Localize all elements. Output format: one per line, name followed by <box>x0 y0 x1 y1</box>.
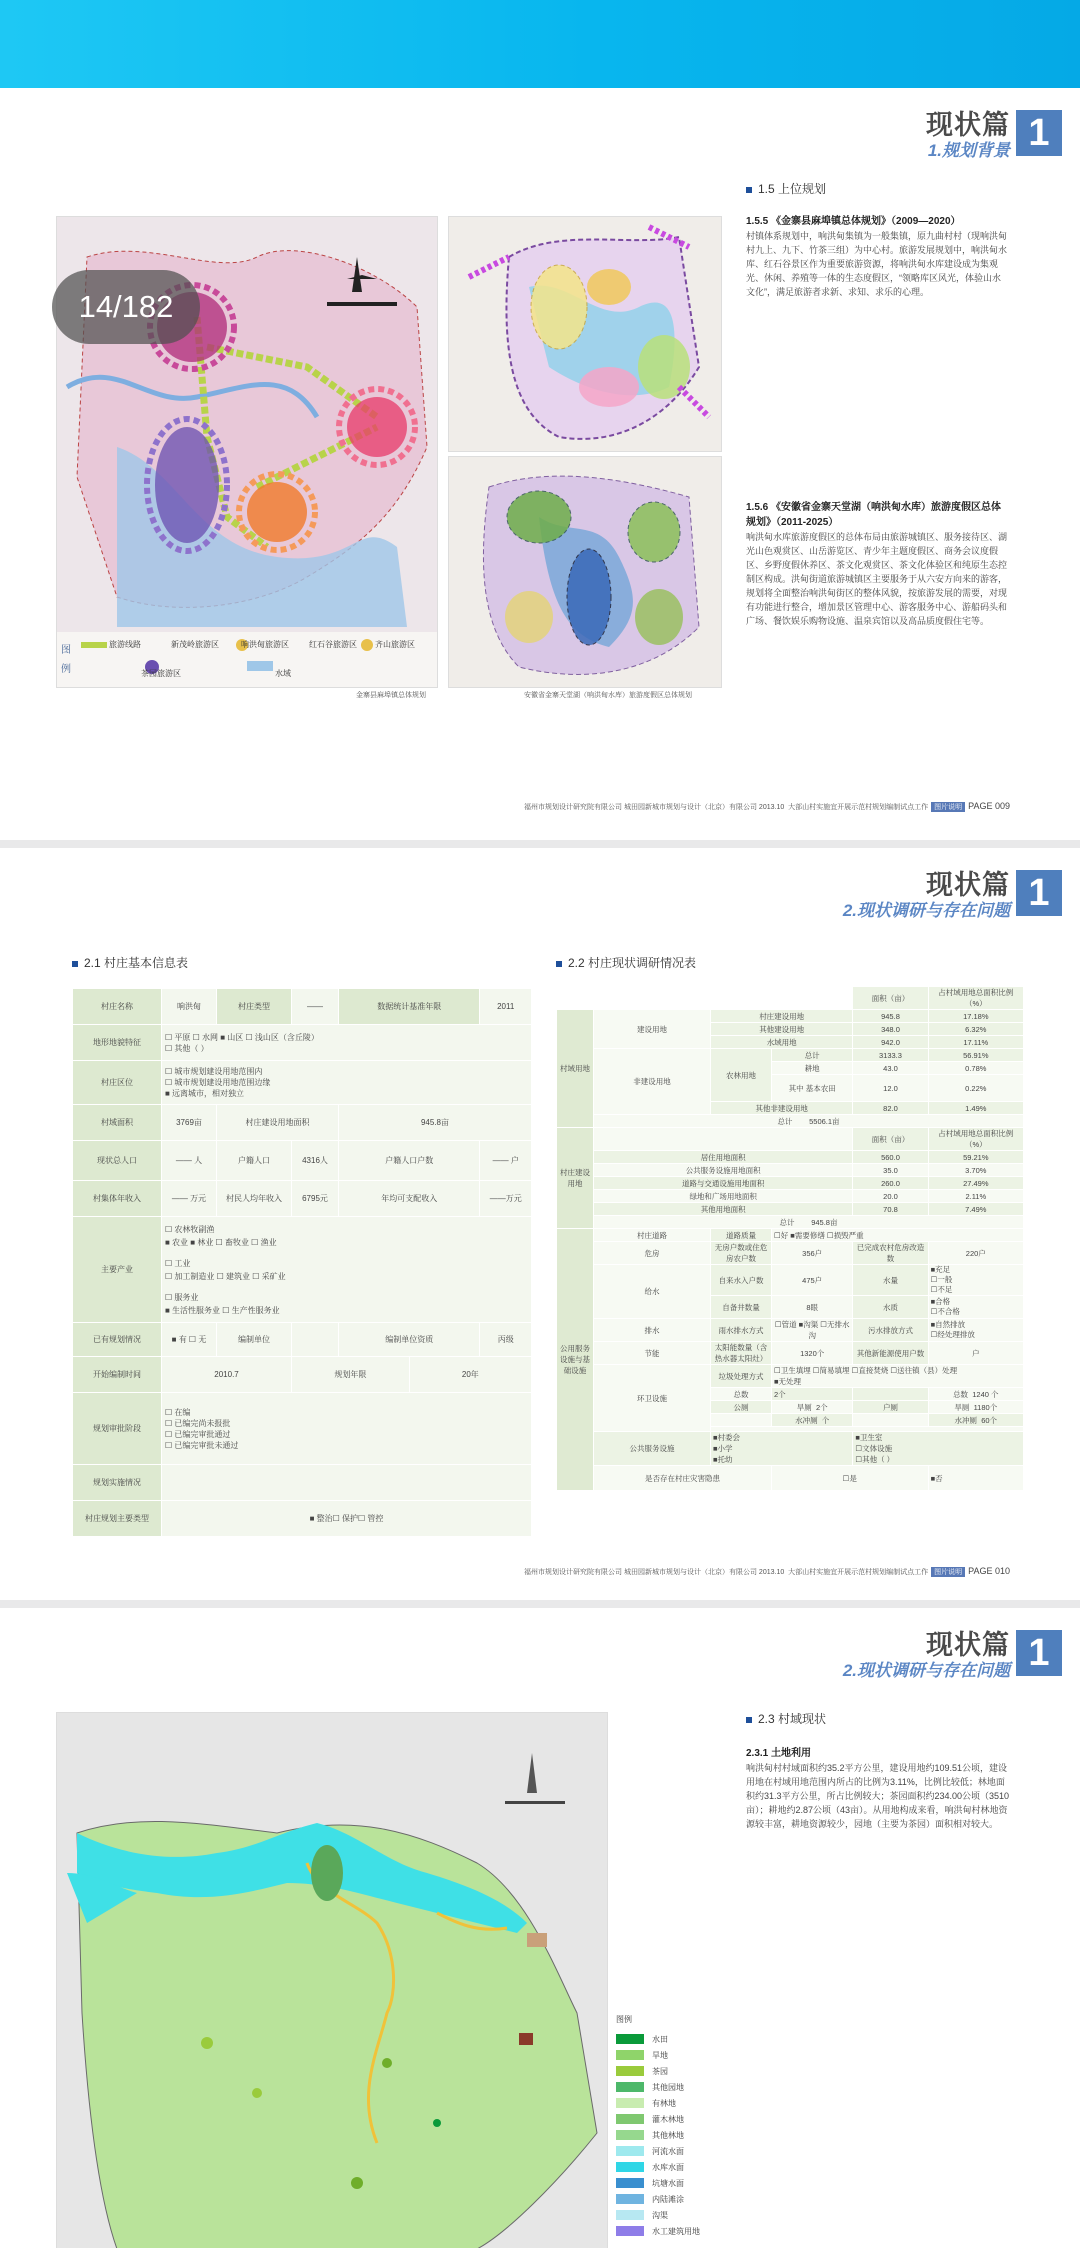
page-counter-badge[interactable]: 14/182 <box>52 270 200 344</box>
bullet-square-icon <box>746 1717 752 1723</box>
legend-label: 沟渠 <box>652 2210 668 2220</box>
paragraph-land-use: 2.3.1 土地利用 响洪甸村村域面积约35.2平方公里，建设用地约109.51公顷，建设用地在村域用地范围内所占的比例为3.11%，比例比较低；林地面积约31.3平方公里，所占比例较大；茶园面积约234.00公顷（3510亩）；耕地约2.87公顷（43亩）。从用地构成来看，响洪甸村林地资源较丰富，耕地资源较少，园地（主要为茶园）面积相对较大。 <box>746 1748 1010 1829</box>
legend-label: 水库水面 <box>652 2162 684 2172</box>
section-heading: 1.5 上位规划 <box>746 180 826 197</box>
legend-item <box>616 2095 700 2111</box>
legend-swatch <box>616 2114 644 2124</box>
legend-swatch <box>616 2162 644 2172</box>
paragraph-town-plan: 1.5.5 《金寨县麻埠镇总体规划》（2009—2020） 村镇体系规划中，响洪甸集镇为一般集镇，原九曲村村（现响洪甸村九上、九下、竹茶三组）为中心村。旅游发展规划中，响洪甸水库、红石谷景区作为重要旅游资源，将响洪甸水库建设成为集观光、休闲、养殖等一体的生态度假区，“领略库区风光，体验山水文化”，满足旅游者求新、求知、求乐的心理。 <box>746 216 1008 297</box>
legend-swatch <box>616 2130 644 2140</box>
legend-label: 茶园 <box>652 2066 668 2076</box>
section-number: 1 <box>1016 110 1062 156</box>
legend-item <box>616 2063 700 2079</box>
legend-swatch <box>616 2146 644 2156</box>
village-survey-table: 面积（亩） 占村域用地总面积比例（%） 村域用地 建设用地 村庄建设用地 945.8 17.18% 其他建设用地 348.0 6.32% 水域用地 942.0 17.11% 非建设用地 农林用地 总计 3133.3 56.91% 耕地 43.0 0.78% 其中 基本农田 12.0 0.22% 其他非建设用地 82.0 1.49% 总计 5506.1亩 村庄建设用地 面积（亩） 占村域用地总面积比例（%） 居住用地面积 560.0 59.21% 公共服务设施用地面积 35.0 3.70% 道路与交通设施用地面积 260.0 27.49% 绿地和广场用地面积 20.0 2.11% 其他用地面积 70.8 7.49% 总计 945.8亩 公用服务设施与基础设施 村庄道路 道路质量 ☐好 ■需要修缮 ☐损毁严重 危房 无房户数或住危房农户数 356户 已完成农村危房改造数 220户 给水 自来水入户数 475户 水量 ■充足 ☐一般 ☐不足 自备井数量 8眼 水质 ■合格 ☐不合格 排水 雨水排水方式 ☐管道 ■沟渠 ☐无排水沟 污水排放方式 ■自然排放 ☐经处理排放 节能 太阳能数量（含热水器太阳灶） 1320个 其他新能源使用户数 户 环卫设施 垃圾处理方式 ☐卫生填埋 ☐简易填埋 ☐直接焚烧 ☐送往镇（县）处理 ■无处理 总数 2个 总数 1240 个 公厕 旱厕 2个 户厕 旱厕 1180个 水冲厕 个 水冲厕 60个 公共服务设施 ■村委会 ■小学 ■托幼 ■卫生室 ☐文体设施 ☐其他（ ） 是否存在村庄灾害隐患 ☐是 ■否 <box>556 986 1024 1491</box>
paragraph-resort-plan: 1.5.6 《安徽省金寨天堂湖（响洪甸水库）旅游度假区总体规划》（2011-2025） 响洪甸水库旅游度假区的总体布局由旅游城镇区、服务接待区、湖光山色观赏区、山岳游览区、青少年主题度假区、商务会议度假区、乡野度假休养区、茶文化观赏区、茶文化体验区和纯原生态控制区构成。洪甸街道旅游城镇区主要服务于从六安方向来的游客，规划将全面整治响洪甸街区的整体风貌，按旅游发展的需要，对现有功能进行整合，增加景区管理中心、游客服务中心、游船码头和广场、餐饮娱乐购物设施、温泉宾馆以及高品质度假住宅等。 <box>746 502 1008 626</box>
page-011 <box>0 1608 1080 2248</box>
page-header <box>926 110 1062 166</box>
legend-label: 灌木林地 <box>652 2114 684 2124</box>
caption-right: 安徽省金寨天堂湖（响洪甸水库）旅游度假区总体规划 <box>524 692 692 699</box>
legend-item <box>616 2047 700 2063</box>
heading-basic-info: 2.1 村庄基本信息表 <box>72 954 188 971</box>
section-number: 1 <box>1016 870 1062 916</box>
legend-item <box>616 2143 700 2159</box>
legend-swatch <box>616 2226 644 2236</box>
land-use-legend <box>616 2014 700 2239</box>
bullet-square-icon <box>72 961 78 967</box>
page-footer: 福州市规划设计研究院有限公司 城田园新城市规划与设计（北京）有限公司 2013.10 大部山村实施宜开展示范村规划编制试点工作 图片说明 PAGE 009 <box>524 801 1010 811</box>
section-title: 现状篇 <box>926 1630 1010 1660</box>
legend-item <box>616 2175 700 2191</box>
svg-text:例: 例 <box>61 664 71 675</box>
page-header <box>843 870 1062 926</box>
legend-item <box>616 2127 700 2143</box>
legend-item <box>616 2079 700 2095</box>
section-subtitle: 2.现状调研与存在问题 <box>842 1661 1010 1680</box>
legend-swatch <box>616 2082 644 2092</box>
legend-swatch <box>616 2210 644 2220</box>
legend-swatch <box>616 2034 644 2044</box>
page-footer: 福州市规划设计研究院有限公司 城田园新城市规划与设计（北京）有限公司 2013.10 大部山村实施宜开展示范村规划编制试点工作 图片说明 PAGE 010 <box>524 1566 1010 1576</box>
section-number: 1 <box>1016 1630 1062 1676</box>
legend-label: 旱地 <box>652 2050 668 2060</box>
village-basic-info-table: 村庄名称 响洪甸 村庄类型 —— 数据统计基准年限 2011 地形地貌特征 ☐ 平原 ☐ 水网 ■ 山区 ☐ 浅山区（含丘陵） ☐ 其他（ ） 村庄区位 ☐ 城市规划建设用地范围内 ☐ 城市规划建设用地范围边缘 ■ 远离城市，相对独立 村域面积 3769亩 村庄建设用地面积 945.8亩 现状总人口 —— 人 户籍人口 4316人 户籍人口户数 —— 户 村集体年收入 —— 万元 村民人均年收入 6795元 年均可支配收入 ——万元 主要产业 ☐ 农林牧副渔 ■ 农业 ■ 林业 ☐ 畜牧业 ☐ 渔业 ☐ 工业 ☐ 加工制造业 ☐ 建筑业 ☐ 采矿业 ☐ 服务业 ■ 生活性服务业 ☐ 生产性服务业 已有规划情况 ■ 有 ☐ 无 编制单位 编制单位资质 丙级 开始编制时间 2010.7 规划年限 20年 规划审批阶段 ☐ 在编 ☐ 已编完尚未报批 ☐ 已编完审批通过 ☐ 已编完审批未通过 规划实施情况 村庄规划主要类型 ■ 整治☐ 保护☐ 管控 <box>72 988 532 1537</box>
legend-item <box>616 2111 700 2127</box>
page-header <box>843 1630 1062 1686</box>
top-banner <box>0 0 1080 88</box>
bullet-square-icon <box>746 187 752 193</box>
section-heading: 2.3 村域现状 <box>746 1710 826 1727</box>
legend-label: 坑塘水面 <box>652 2178 684 2188</box>
legend-label: 内陆滩涂 <box>652 2194 684 2204</box>
legend-label: 其他园地 <box>652 2082 684 2092</box>
legend-item <box>616 2159 700 2175</box>
legend-swatch <box>616 2050 644 2060</box>
legend-item <box>616 2191 700 2207</box>
bullet-square-icon <box>556 961 562 967</box>
legend-swatch <box>616 2194 644 2204</box>
svg-text:图: 图 <box>61 645 71 656</box>
legend-label: 水工建筑用地 <box>652 2226 700 2236</box>
legend-title: 图例 <box>616 2015 632 2024</box>
legend-item <box>616 2207 700 2223</box>
legend-label: 河流水面 <box>652 2146 684 2156</box>
legend-label: 水田 <box>652 2034 668 2044</box>
resort-plan-map-top <box>448 216 722 452</box>
legend-swatch <box>616 2098 644 2108</box>
caption-left: 金寨县麻埠镇总体规划 <box>356 692 426 699</box>
legend-item <box>616 2223 700 2239</box>
legend-item <box>616 2031 700 2047</box>
legend-swatch <box>616 2066 644 2076</box>
heading-survey: 2.2 村庄现状调研情况表 <box>556 954 696 971</box>
land-use-map <box>56 1712 608 2248</box>
map-legend: 旅游线路 新茂岭旅游区 响洪甸旅游区 红石谷旅游区 齐山旅游区 茶园旅游区 水域 <box>109 640 415 678</box>
section-subtitle: 2.现状调研与存在问题 <box>842 901 1010 920</box>
legend-label: 其他林地 <box>652 2130 684 2140</box>
page-009 <box>0 88 1080 840</box>
resort-plan-map-bottom <box>448 456 722 688</box>
section-subtitle: 1.规划背景 <box>927 141 1010 160</box>
legend-label: 有林地 <box>652 2098 676 2108</box>
section-title: 现状篇 <box>926 110 1010 140</box>
section-title: 现状篇 <box>926 870 1010 900</box>
legend-swatch <box>616 2178 644 2188</box>
